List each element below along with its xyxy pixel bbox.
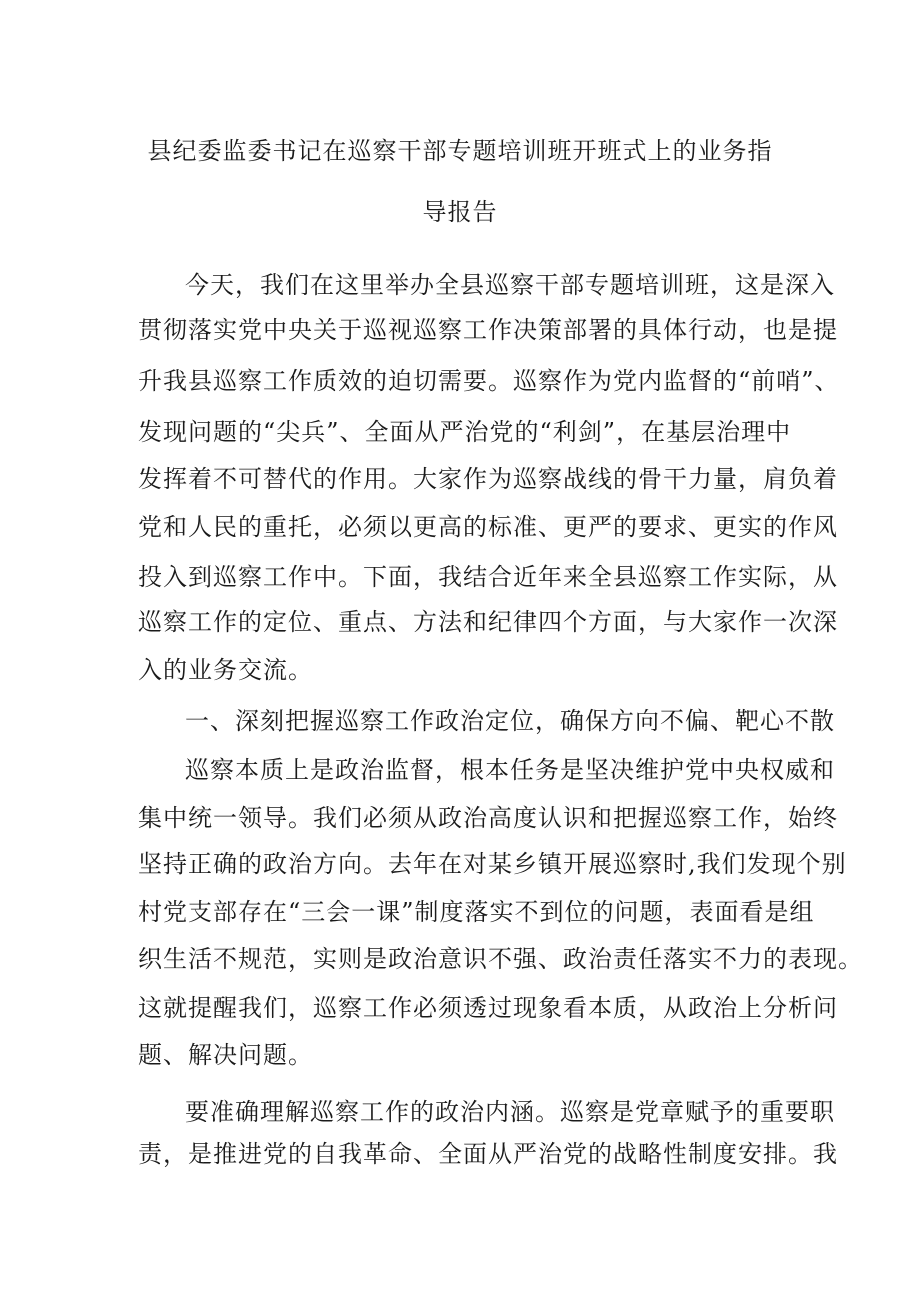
- document-title-line-1: 县纪委监委书记在巡察干部专题培训班开班式上的业务指: [147, 137, 773, 165]
- paragraph-line: 入的业务交流。: [138, 656, 313, 684]
- paragraph-line: 发挥着不可替代的作用。大家作为巡察战线的骨干力量，肩负着: [138, 465, 838, 493]
- paragraph-line: 巡察本质上是政治监督，根本任务是坚决维护党中央权威和: [185, 756, 835, 784]
- paragraph-line: 升我县巡察工作质效的迫切需要。巡察作为党内监督的“前哨”、: [138, 367, 840, 395]
- paragraph-line: 要准确理解巡察工作的政治内涵。巡察是党章赋予的重要职: [185, 1098, 835, 1126]
- document-title-line-2: 导报告: [422, 198, 498, 226]
- paragraph-line: 贯彻落实党中央关于巡视巡察工作决策部署的具体行动，也是提: [138, 316, 838, 344]
- section-heading: 一、深刻把握巡察工作政治定位，确保方向不偏、靶心不散: [185, 707, 835, 735]
- paragraph-line: 集中统一领导。我们必须从政治高度认识和把握巡察工作，始终: [138, 804, 838, 832]
- paragraph-line: 今天，我们在这里举办全县巡察干部专题培训班，这是深入: [185, 271, 835, 299]
- paragraph-line: 坚持正确的政治方向。去年在对某乡镇开展巡察时,我们发现个别: [138, 850, 847, 878]
- paragraph-line: 题、解决问题。: [138, 1041, 313, 1069]
- paragraph-line: 巡察工作的定位、重点、方法和纪律四个方面，与大家作一次深: [138, 608, 838, 636]
- paragraph-line: 党和人民的重托，必须以更高的标准、更严的要求、更实的作风: [138, 513, 838, 541]
- paragraph-line: 织生活不规范，实则是政治意识不强、政治责任落实不力的表现。: [138, 945, 863, 973]
- paragraph-line: 责，是推进党的自我革命、全面从严治党的战略性制度安排。我: [138, 1140, 838, 1168]
- paragraph-line: 这就提醒我们，巡察工作必须透过现象看本质，从政治上分析问: [138, 994, 838, 1022]
- paragraph-line: 投入到巡察工作中。下面，我结合近年来全县巡察工作实际，从: [138, 563, 838, 591]
- paragraph-line: 发现问题的“尖兵”、全面从严治党的“利剑”，在基层治理中: [138, 418, 792, 446]
- paragraph-line: 村党支部存在“三会一课”制度落实不到位的问题，表面看是组: [138, 898, 815, 926]
